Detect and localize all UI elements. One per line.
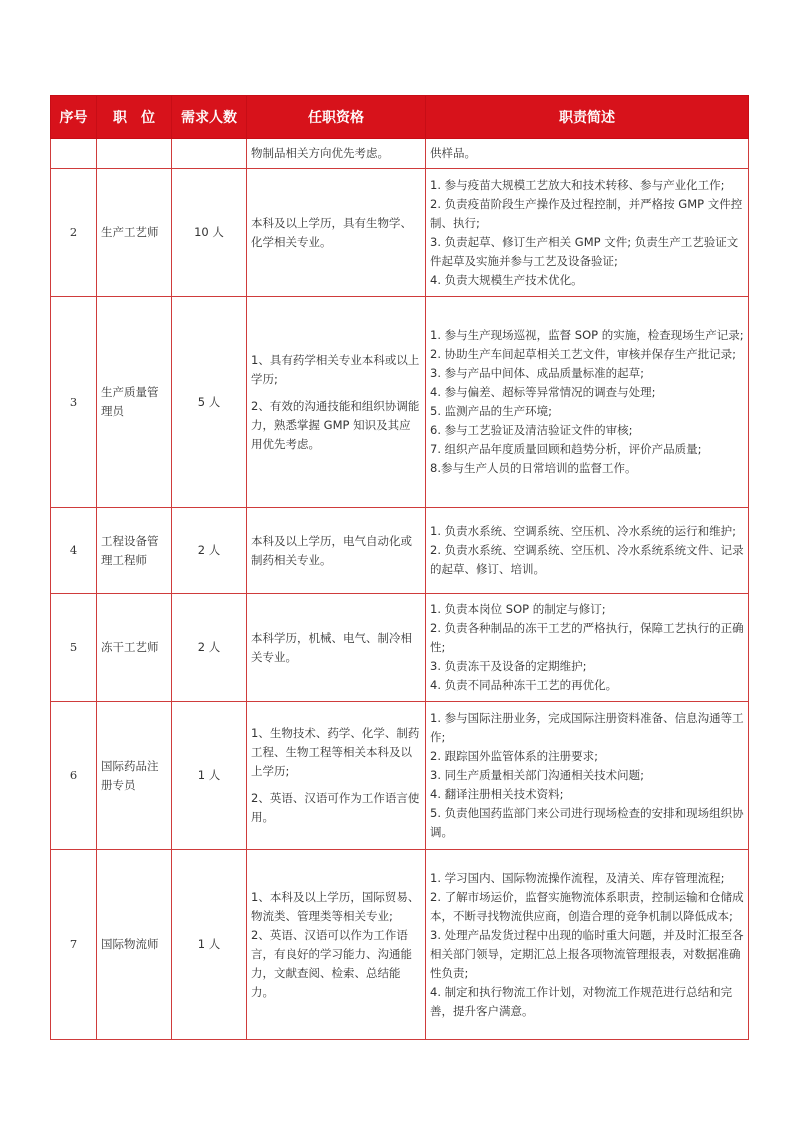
- header-duties: 职责简述: [426, 96, 749, 139]
- row-qualifications: [247, 702, 426, 850]
- row-qualifications: [247, 508, 426, 594]
- duty-item: 2. 跟踪国外监管体系的注册要求;: [430, 749, 599, 763]
- duty-item: 2. 了解市场运价，监督实施物流体系职责，控制运输和仓储成本，不断寻找物流供应商，创造合理的竞争机制以降低成本;: [430, 889, 744, 923]
- duty-item: 1. 负责水系统、空调系统、空压机、冷水系统的运行和维护;: [430, 524, 736, 538]
- duty-item: 1. 负责本岗位 SOP 的制定与修订;: [430, 602, 606, 616]
- row-count: 5 人: [172, 297, 247, 508]
- row-duties: [426, 297, 749, 508]
- job-requirements-table: [50, 95, 749, 1040]
- duty-item: 1. 参与生产现场巡视，监督 SOP 的实施，检查现场生产记录;: [430, 328, 744, 342]
- header-num: 序号: [51, 96, 97, 139]
- duty-item: 4. 负责大规模生产技术优化。: [430, 272, 583, 287]
- duty-item: 4. 翻译注册相关技术资料;: [430, 787, 564, 801]
- duty-item: 2. 负责水系统、空调系统、空压机、冷水系统系统文件、记录的起草、修订、培训。: [430, 543, 744, 576]
- row-count: 1 人: [172, 850, 247, 1040]
- row-num: 2: [51, 169, 97, 297]
- duty-item: 1. 学习国内、国际物流操作流程，及清关、库存管理流程;: [430, 870, 725, 885]
- qualification-text: 本科学历，机械、电气、制冷相关专业。: [251, 630, 412, 664]
- table-row: [51, 297, 749, 508]
- row-title: 工程设备管理工程师: [97, 508, 172, 594]
- duty-item: 4. 制定和执行物流工作计划，对物流工作规范进行总结和完善，提升客户满意。: [430, 984, 733, 1018]
- duty-item: 3. 负责冻干及设备的定期维护;: [430, 659, 587, 673]
- duty-item: 2. 负责疫苗阶段生产操作及过程控制，并严格按 GMP 文件控制、执行;: [430, 196, 743, 230]
- duty-item: 5. 监测产品的生产环境;: [430, 404, 553, 418]
- row-title: 国际药品注册专员: [97, 702, 172, 850]
- row-num: 3: [51, 297, 97, 508]
- qualification-text: 2、英语、汉语可以作为工作语言，有良好的学习能力、沟通能力，文献查阅、检索、总结能力。: [251, 927, 412, 999]
- duty-item: 7. 组织产品年度质量回顾和趋势分析，评价产品质量;: [430, 442, 702, 456]
- duty-item: 4. 负责不同品种冻干工艺的再优化。: [430, 678, 618, 692]
- table-row: [51, 702, 749, 850]
- qualification-text: 1、具有药学相关专业本科或以上学历;: [251, 352, 420, 386]
- row-duties: [426, 169, 749, 297]
- row-qualifications: [247, 139, 426, 169]
- table-header-row: [51, 96, 749, 139]
- qualification-text: 2、英语、汉语可作为工作语言使用。: [251, 791, 420, 824]
- table-row: [51, 508, 749, 594]
- duty-item: 1. 参与国际注册业务，完成国际注册资料准备、信息沟通等工作;: [430, 711, 744, 744]
- row-count: 2 人: [172, 594, 247, 702]
- row-qualifications: [247, 850, 426, 1040]
- duty-item: 4. 参与偏差、超标等异常情况的调查与处理;: [430, 385, 656, 399]
- table-row: [51, 594, 749, 702]
- row-qualifications: [247, 594, 426, 702]
- duty-item: 6. 参与工艺验证及清洁验证文件的审核;: [430, 423, 633, 437]
- row-num: [51, 139, 97, 169]
- duty-item: 3. 负责起草、修订生产相关 GMP 文件; 负责生产工艺验证文件起草及实施并参与工艺及设备验证;: [430, 234, 739, 268]
- row-num: 7: [51, 850, 97, 1040]
- duty-item: 2. 负责各种制品的冻干工艺的严格执行，保障工艺执行的正确性;: [430, 621, 744, 654]
- duty-item: 5. 负责他国药监部门来公司进行现场检查的安排和现场组织协调。: [430, 806, 744, 839]
- duty-item: 3. 处理产品发货过程中出现的临时重大问题，并及时汇报至各相关部门领导，定期汇总上报各项物流管理报表，对数据准确性负责;: [430, 927, 744, 980]
- row-num: 4: [51, 508, 97, 594]
- qualification-text: 物制品相关方向优先考虑。: [251, 146, 389, 160]
- duty-item: 3. 参与产品中间体、成品质量标准的起草;: [430, 366, 645, 380]
- qualification-text: 本科及以上学历，电气自动化或制药相关专业。: [251, 533, 412, 567]
- qualification-text: 1、生物技术、药学、化学、制药工程、生物工程等相关本科及以上学历;: [251, 726, 420, 778]
- qualification-text: 2、有效的沟通技能和组织协调能力，熟悉掌握 GMP 知识及其应用优先考虑。: [251, 398, 420, 451]
- row-title: [97, 139, 172, 169]
- table-row: [51, 139, 749, 169]
- table-row: [51, 850, 749, 1040]
- header-count: 需求人数: [172, 96, 247, 139]
- row-count: 10 人: [172, 169, 247, 297]
- row-num: 5: [51, 594, 97, 702]
- qualification-text: 1、本科及以上学历，国际贸易、物流类、管理类等相关专业;: [251, 889, 420, 923]
- table-row: [51, 169, 749, 297]
- row-duties: [426, 139, 749, 169]
- qualification-text: 本科及以上学历，具有生物学、化学相关专业。: [251, 215, 412, 249]
- header-qualifications: 任职资格: [247, 96, 426, 139]
- row-duties: [426, 508, 749, 594]
- row-qualifications: [247, 169, 426, 297]
- duty-item: 1. 参与疫苗大规模工艺放大和技术转移、参与产业化工作;: [430, 177, 725, 192]
- duty-item: 供样品。: [430, 146, 476, 160]
- row-title: 国际物流师: [97, 850, 172, 1040]
- row-count: 2 人: [172, 508, 247, 594]
- duty-item: 8.参与生产人员的日常培训的监督工作。: [430, 461, 637, 475]
- row-num: 6: [51, 702, 97, 850]
- duty-item: 2. 协助生产车间起草相关工艺文件，审核并保存生产批记录;: [430, 347, 736, 361]
- row-title: 生产质量管理员: [97, 297, 172, 508]
- row-duties: [426, 850, 749, 1040]
- duty-item: 3. 同生产质量相关部门沟通相关技术问题;: [430, 768, 645, 782]
- row-count: 1 人: [172, 702, 247, 850]
- header-title: 职 位: [97, 96, 172, 139]
- row-duties: [426, 594, 749, 702]
- row-duties: [426, 702, 749, 850]
- row-title: 冻干工艺师: [97, 594, 172, 702]
- row-count: [172, 139, 247, 169]
- row-title: 生产工艺师: [97, 169, 172, 297]
- row-qualifications: [247, 297, 426, 508]
